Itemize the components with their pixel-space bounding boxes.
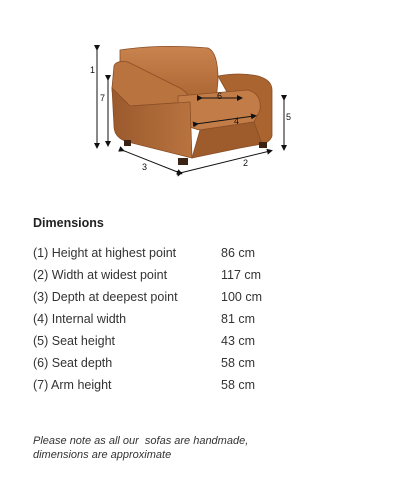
- dimension-value: 58 cm: [221, 356, 256, 370]
- dimension-row-seat-height: [33, 330, 363, 352]
- dimension-label: (6) Seat depth: [33, 356, 113, 370]
- dimension-row-height: [33, 242, 363, 264]
- disclaimer-line-2: dimensions are approximate: [33, 449, 172, 461]
- dimension-row-depth: [33, 286, 363, 308]
- marker-width: 2: [243, 158, 249, 168]
- dimension-row-width: [33, 264, 363, 286]
- disclaimer-line-1: Please note as all our sofas are handmade,: [33, 435, 249, 447]
- dimension-label: (1) Height at highest point: [33, 246, 177, 260]
- marker-seat-height: 5: [286, 112, 292, 122]
- dimension-value: 81 cm: [221, 312, 256, 326]
- dimension-row-internal-width: [33, 308, 363, 330]
- dimension-label: (5) Seat height: [33, 334, 115, 348]
- dimension-value: 117 cm: [221, 268, 262, 282]
- armchair-illustration: [112, 46, 272, 165]
- dimension-value: 58 cm: [221, 378, 256, 392]
- dimensions-heading: Dimensions: [33, 216, 104, 230]
- marker-internal-width: 4: [234, 116, 240, 126]
- dimension-row-arm-height: [33, 374, 363, 396]
- dimension-label: (7) Arm height: [33, 378, 112, 392]
- dimension-value: 100 cm: [221, 290, 262, 304]
- dimension-label: (2) Width at widest point: [33, 268, 168, 282]
- marker-height: 1: [90, 65, 96, 75]
- dimension-label: (4) Internal width: [33, 312, 127, 326]
- dimension-value: 86 cm: [221, 246, 256, 260]
- armchair-dimension-diagram: [40, 18, 370, 183]
- handmade-disclaimer: [33, 434, 333, 462]
- dimension-value: 43 cm: [221, 334, 256, 348]
- dimensions-list: [33, 242, 363, 396]
- marker-depth: 3: [142, 162, 148, 172]
- dimension-row-seat-depth: [33, 352, 363, 374]
- dimension-label: (3) Depth at deepest point: [33, 290, 178, 304]
- marker-seat-depth: 6: [217, 91, 223, 101]
- marker-arm-height: 7: [100, 93, 106, 103]
